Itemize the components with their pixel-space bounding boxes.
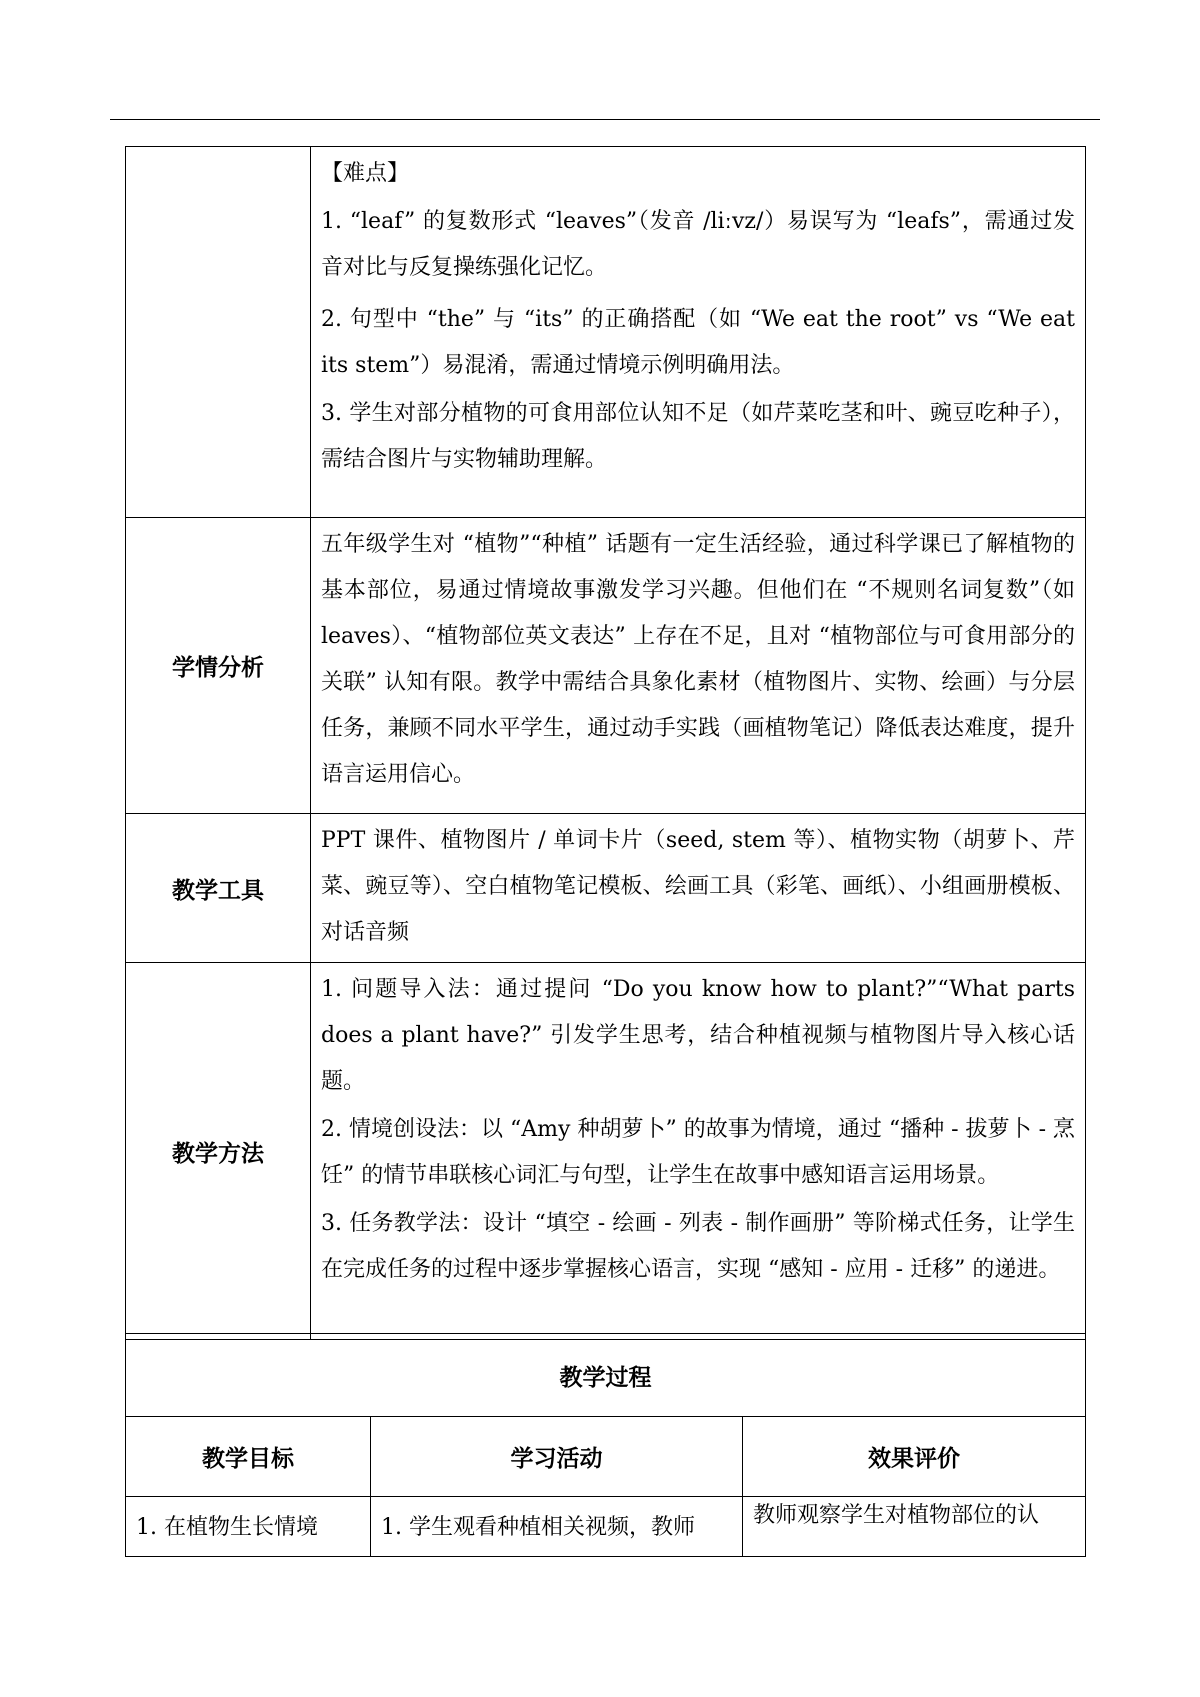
difficulty-heading: 【难点】: [321, 161, 410, 186]
teaching-method-item: 2. 情境创设法：以 “Amy 种胡萝卜” 的故事为情境，通过 “播种 - 拔萝卜 - 烹饪” 的情节串联核心词汇与句型，让学生在故事中感知语言运用场景。: [321, 1117, 1075, 1188]
process-cell-evaluation: 教师观察学生对植物部位的认: [743, 1497, 1086, 1557]
teaching-methods-row: [126, 963, 1086, 1340]
difficulty-content: [311, 147, 1086, 518]
lesson-info-table: [125, 146, 1086, 1340]
process-cell-activity: 1. 学生观看种植相关视频，教师: [371, 1497, 743, 1557]
difficulty-item: 2. 句型中 “the” 与 “its” 的正确搭配（如 “We eat the root” vs “We eat its stem”）易混淆，需通过情境示例明确用法。: [321, 307, 1075, 378]
teaching-process-table: [125, 1333, 1086, 1557]
teaching-tools-row: [126, 814, 1086, 963]
student-analysis-text: 五年级学生对 “植物”“种植” 话题有一定生活经验，通过科学课已了解植物的基本部位，易通过情境故事激发学习兴趣。但他们在 “不规则名词复数”（如 leaves）、“植物部位英文表达” 上存在不足，且对 “植物部位与可食用部分的关联” 认知有限。教学中需结合具象化素材（植物图片、实物、绘画）与分层任务，兼顾不同水平学生，通过动手实践（画植物笔记）降低表达难度，提升语言运用信心。: [321, 532, 1075, 787]
difficulty-label-cell: [126, 147, 311, 518]
column-header: 教学目标: [126, 1417, 371, 1497]
difficulty-item: 1. “leaf” 的复数形式 “leaves”（发音 /liːvz/）易误写为 “leafs”，需通过发音对比与反复操练强化记忆。: [321, 209, 1075, 280]
student-analysis-content: [311, 518, 1086, 814]
teaching-tools-label: 教学工具: [126, 814, 311, 963]
process-row: [126, 1497, 1086, 1557]
column-header: 学习活动: [371, 1417, 743, 1497]
student-analysis-row: [126, 518, 1086, 814]
teaching-tools-text: PPT 课件、植物图片 / 单词卡片（seed, stem 等）、植物实物（胡萝卜、芹菜、豌豆等）、空白植物笔记模板、绘画工具（彩笔、画纸）、小组画册模板、对话音频: [321, 828, 1075, 945]
difficulty-item: 3. 学生对部分植物的可食用部位认知不足（如芹菜吃茎和叶、豌豆吃种子），需结合图片与实物辅助理解。: [321, 401, 1075, 472]
process-title: 教学过程: [126, 1334, 1086, 1417]
teaching-methods-content: [311, 963, 1086, 1340]
header-rule: [110, 119, 1100, 120]
student-analysis-label: 学情分析: [126, 518, 311, 814]
teaching-tools-content: [311, 814, 1086, 963]
process-cell-goal: 1. 在植物生长情境: [126, 1497, 371, 1557]
teaching-method-item: 3. 任务教学法：设计 “填空 - 绘画 - 列表 - 制作画册” 等阶梯式任务，让学生在完成任务的过程中逐步掌握核心语言，实现 “感知 - 应用 - 迁移” 的递进。: [321, 1211, 1075, 1282]
teaching-method-item: 1. 问题导入法：通过提问 “Do you know how to plant?”“What parts does a plant have?” 引发学生思考，结合种植视频与植物图片导入核心话题。: [321, 977, 1075, 1094]
process-header-row: [126, 1417, 1086, 1497]
difficulty-row: [126, 147, 1086, 518]
column-header: 效果评价: [743, 1417, 1086, 1497]
process-title-row: [126, 1334, 1086, 1417]
teaching-methods-label: 教学方法: [126, 963, 311, 1340]
